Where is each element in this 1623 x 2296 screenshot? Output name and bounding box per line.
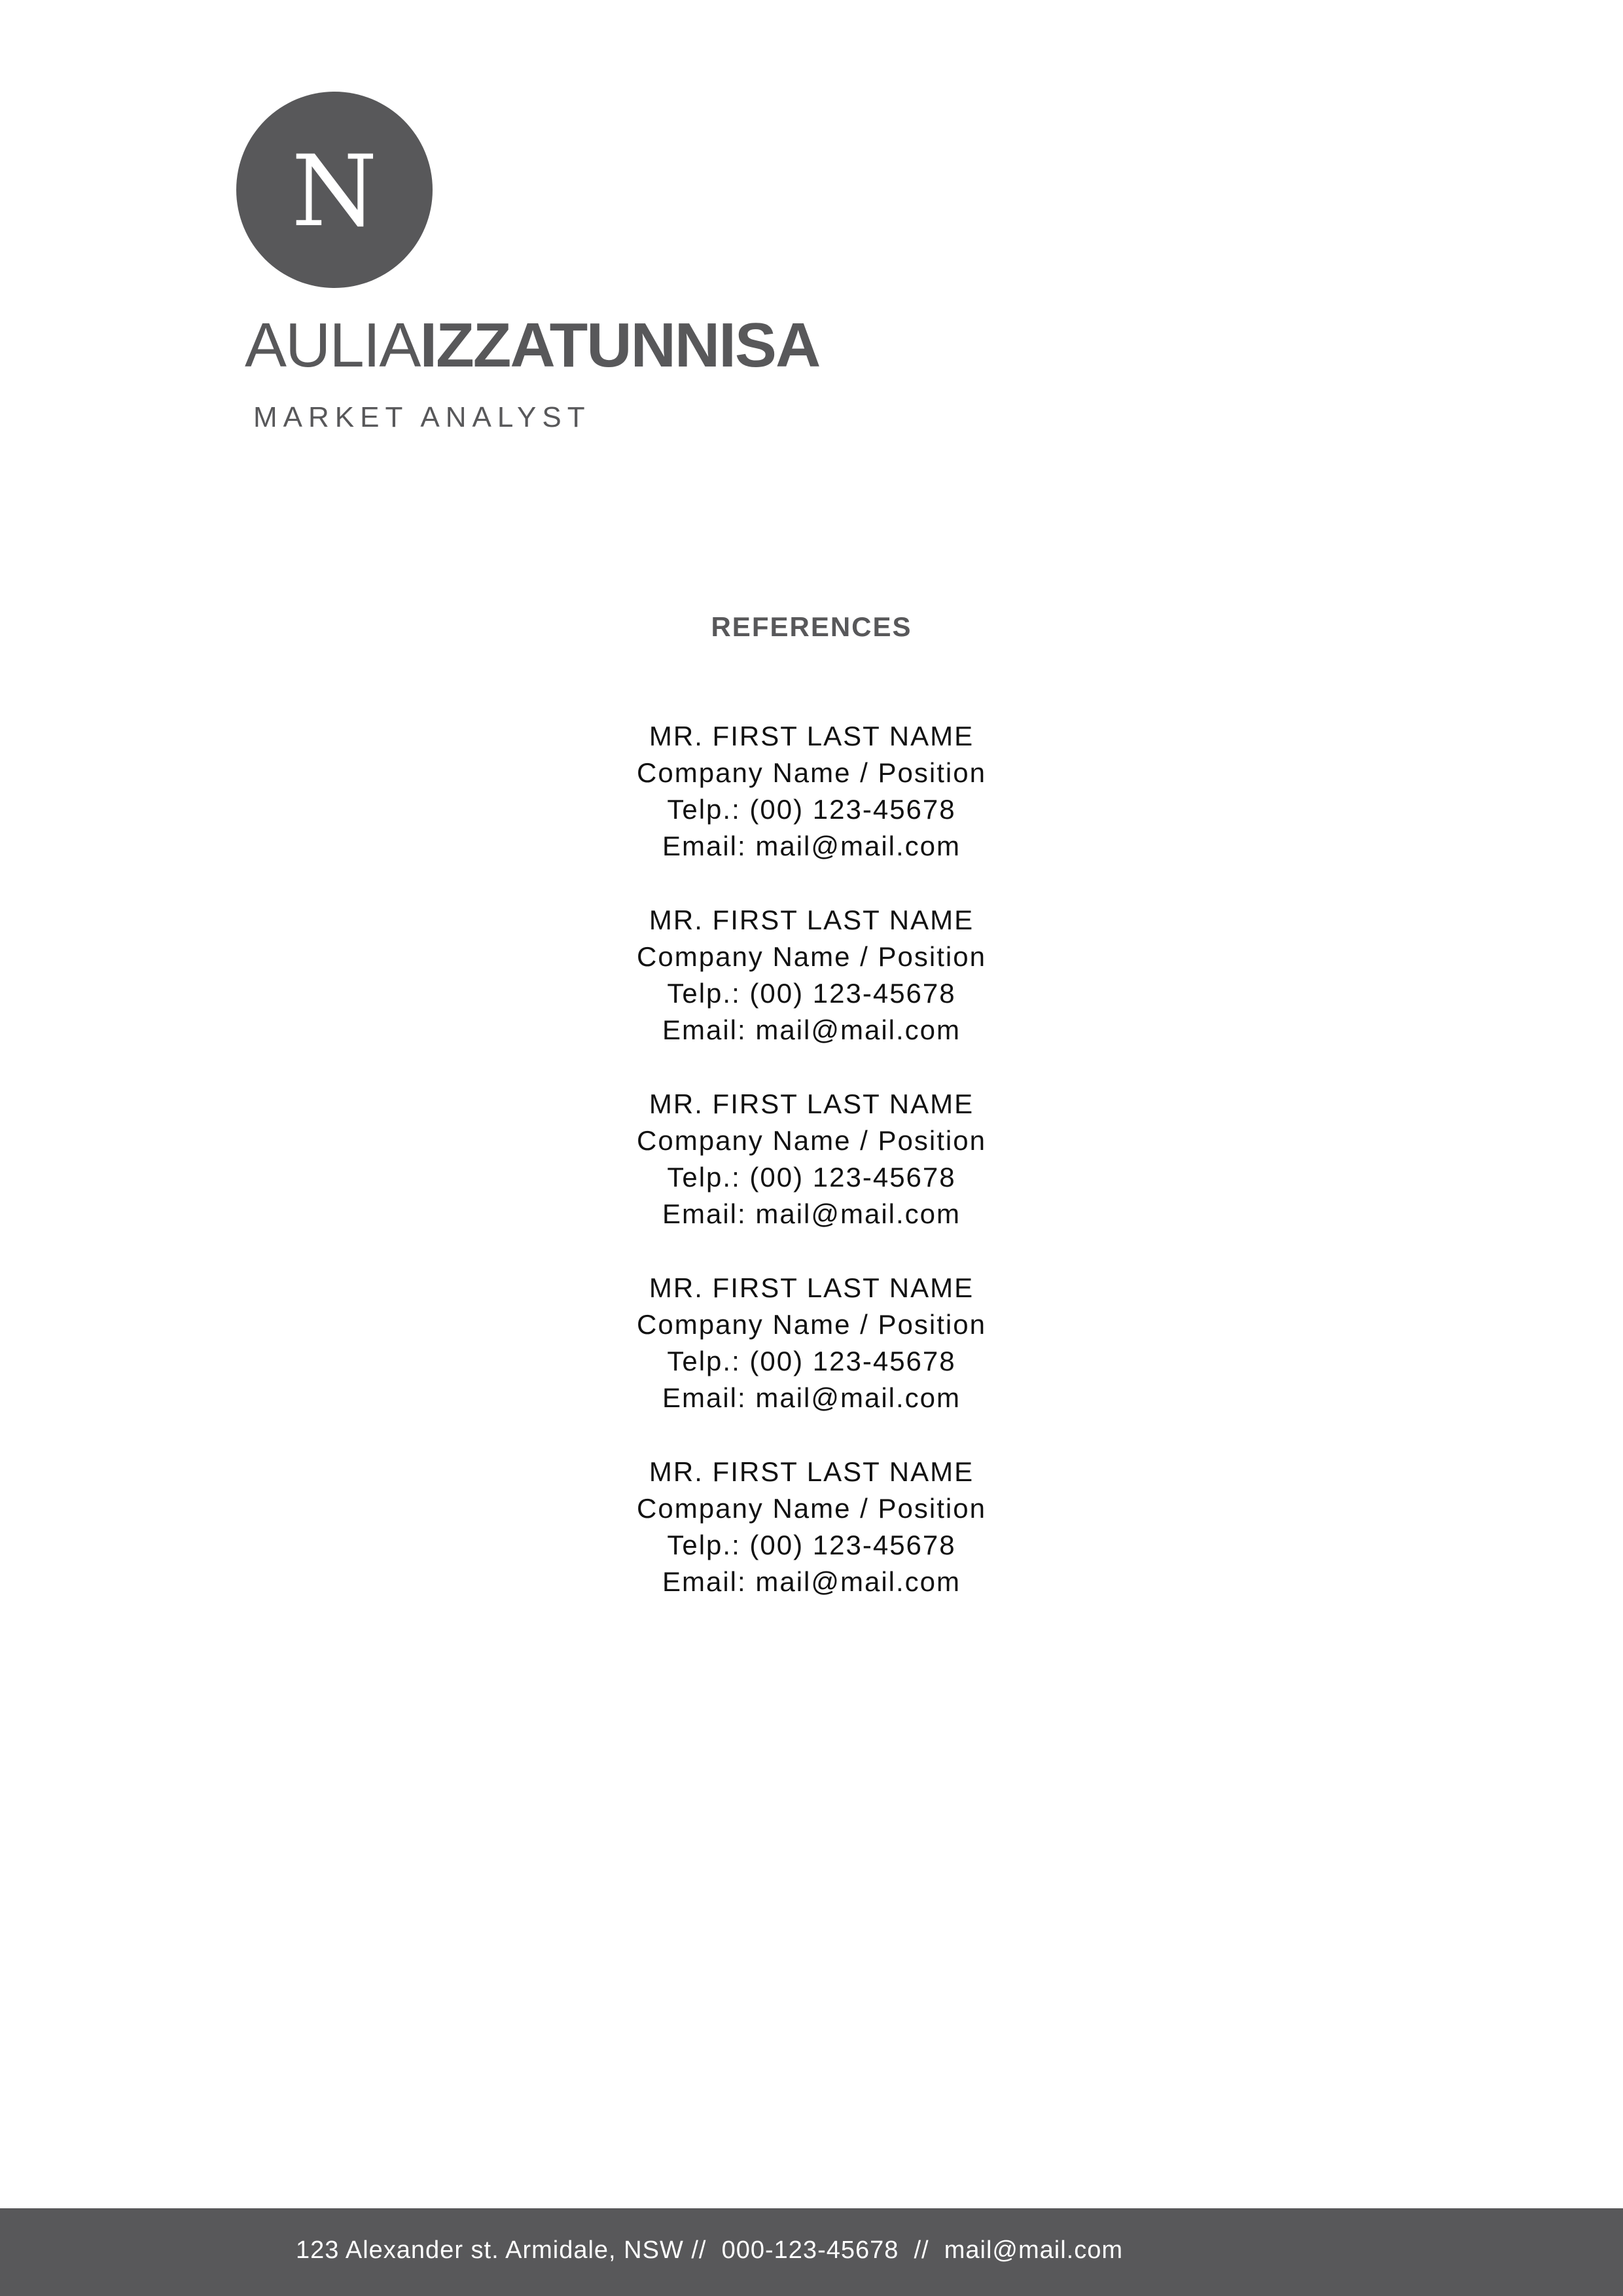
reference-phone: Telp.: (00) 123-45678: [667, 794, 956, 825]
reference-company: Company Name / Position: [637, 941, 986, 972]
footer-bar: [0, 2208, 1623, 2296]
reference-email: Email: mail@mail.com: [662, 1566, 961, 1597]
reference-name: MR. FIRST LAST NAME: [649, 1272, 974, 1303]
reference-company: Company Name / Position: [637, 1309, 986, 1340]
reference-name: MR. FIRST LAST NAME: [649, 905, 974, 935]
reference-company: Company Name / Position: [637, 1125, 986, 1156]
reference-email: Email: mail@mail.com: [662, 1382, 961, 1413]
reference-name: MR. FIRST LAST NAME: [649, 721, 974, 751]
footer-contact: 123 Alexander st. Armidale, NSW // 000-123-45678 // mail@mail.com: [296, 2236, 1123, 2264]
last-name: IZZATUNNISA: [419, 310, 820, 380]
reference-entry: [0, 1270, 1623, 1416]
reference-phone: Telp.: (00) 123-45678: [667, 978, 956, 1009]
monogram-letter: N: [291, 135, 378, 249]
reference-company: Company Name / Position: [637, 1493, 986, 1524]
reference-phone: Telp.: (00) 123-45678: [667, 1530, 956, 1560]
job-title: MARKET ANALYST: [253, 401, 591, 433]
reference-email: Email: mail@mail.com: [662, 831, 961, 861]
reference-entry: [0, 1454, 1623, 1600]
reference-email: Email: mail@mail.com: [662, 1014, 961, 1045]
reference-company: Company Name / Position: [637, 757, 986, 788]
monogram-circle: [236, 92, 433, 288]
first-name: AULIA: [245, 310, 420, 380]
reference-phone: Telp.: (00) 123-45678: [667, 1162, 956, 1193]
candidate-name: [245, 306, 819, 385]
reference-entry: [0, 1086, 1623, 1232]
section-heading: REFERENCES: [711, 611, 912, 642]
reference-name: MR. FIRST LAST NAME: [649, 1456, 974, 1487]
reference-phone: Telp.: (00) 123-45678: [667, 1346, 956, 1376]
reference-email: Email: mail@mail.com: [662, 1198, 961, 1229]
reference-entry: [0, 718, 1623, 865]
references-list: [0, 718, 1623, 1638]
reference-name: MR. FIRST LAST NAME: [649, 1088, 974, 1119]
reference-entry: [0, 902, 1623, 1049]
